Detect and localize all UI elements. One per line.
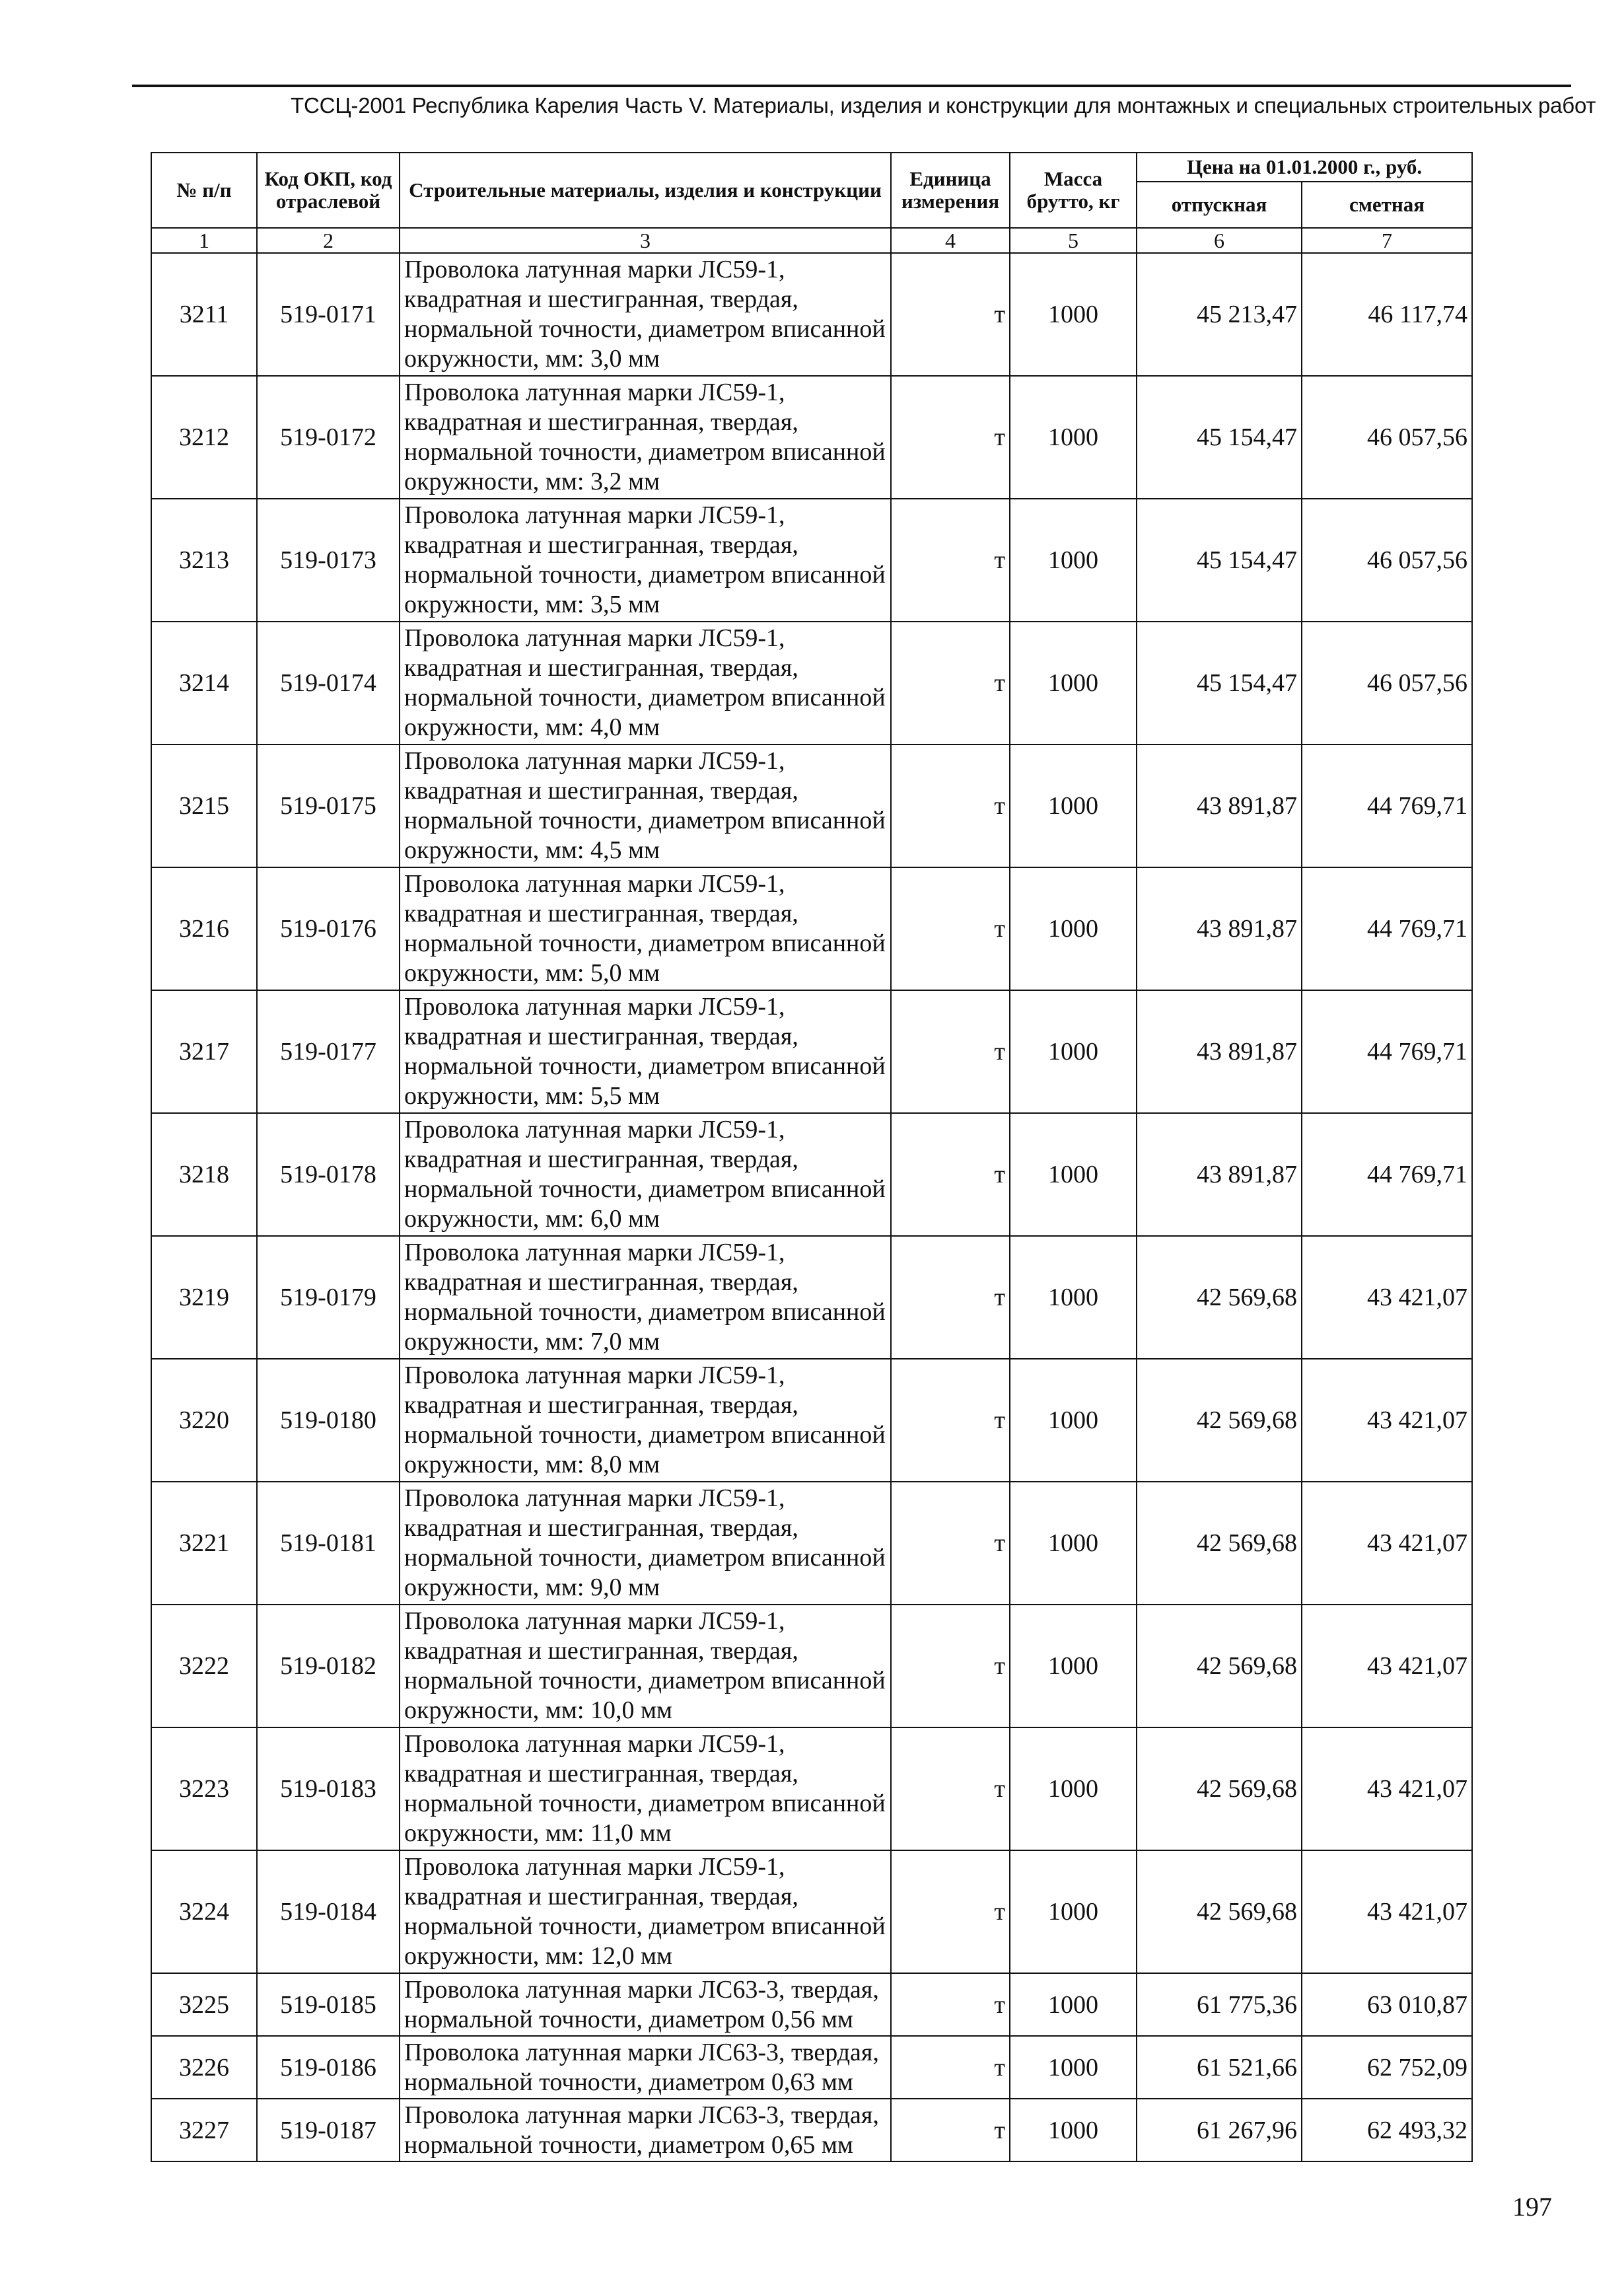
row-estimate: 46 057,56 (1302, 499, 1472, 622)
column-number: 7 (1302, 228, 1472, 253)
column-number: 5 (1010, 228, 1137, 253)
header-description: Строительные материалы, изделия и конструкции (400, 153, 891, 228)
running-title: ТССЦ-2001 Республика Карелия Часть V. Материалы, изделия и конструкции для монтажных и специальных строительных работ (291, 93, 1596, 118)
row-unit: т (891, 1850, 1010, 1973)
row-code: 519-0179 (257, 1236, 400, 1359)
row-number: 3213 (151, 499, 257, 622)
row-mass: 1000 (1010, 1236, 1137, 1359)
row-number: 3215 (151, 744, 257, 867)
row-price: 61 775,36 (1137, 1973, 1302, 2036)
row-number: 3217 (151, 990, 257, 1113)
row-price: 43 891,87 (1137, 990, 1302, 1113)
row-estimate: 62 493,32 (1302, 2099, 1472, 2161)
row-price: 43 891,87 (1137, 1113, 1302, 1236)
row-unit: т (891, 1359, 1010, 1482)
table-row (151, 499, 1472, 622)
row-unit: т (891, 1605, 1010, 1727)
row-unit: т (891, 2036, 1010, 2099)
row-unit: т (891, 2099, 1010, 2161)
row-code: 519-0172 (257, 376, 400, 499)
row-description: Проволока латунная марки ЛС59-1, квадратная и шестигранная, твердая, нормальной точности, диаметром вписанной окружности, мм: 12,0 мм (400, 1850, 891, 1973)
row-price: 42 569,68 (1137, 1236, 1302, 1359)
row-number: 3212 (151, 376, 257, 499)
row-mass: 1000 (1010, 867, 1137, 990)
row-number: 3227 (151, 2099, 257, 2161)
row-mass: 1000 (1010, 499, 1137, 622)
column-number: 4 (891, 228, 1010, 253)
row-price: 42 569,68 (1137, 1850, 1302, 1973)
row-unit: т (891, 867, 1010, 990)
row-number: 3223 (151, 1727, 257, 1850)
row-code: 519-0181 (257, 1482, 400, 1605)
row-price: 45 154,47 (1137, 622, 1302, 744)
table-row (151, 2099, 1472, 2161)
row-mass: 1000 (1010, 1359, 1137, 1482)
row-description: Проволока латунная марки ЛС63-3, твердая, нормальной точности, диаметром 0,65 мм (400, 2099, 891, 2161)
header-estimate: сметная (1302, 182, 1472, 228)
row-number: 3219 (151, 1236, 257, 1359)
row-code: 519-0184 (257, 1850, 400, 1973)
header-mass: Масса брутто, кг (1010, 153, 1137, 228)
column-number: 6 (1137, 228, 1302, 253)
row-mass: 1000 (1010, 253, 1137, 376)
table-row (151, 867, 1472, 990)
row-unit: т (891, 253, 1010, 376)
row-code: 519-0173 (257, 499, 400, 622)
row-unit: т (891, 990, 1010, 1113)
table-row (151, 1236, 1472, 1359)
table-row (151, 1973, 1472, 2036)
row-estimate: 43 421,07 (1302, 1850, 1472, 1973)
row-mass: 1000 (1010, 1727, 1137, 1850)
row-unit: т (891, 622, 1010, 744)
row-unit: т (891, 1973, 1010, 2036)
row-code: 519-0180 (257, 1359, 400, 1482)
row-mass: 1000 (1010, 622, 1137, 744)
table-row (151, 253, 1472, 376)
row-price: 61 267,96 (1137, 2099, 1302, 2161)
row-number: 3214 (151, 622, 257, 744)
row-price: 45 154,47 (1137, 376, 1302, 499)
header-price: отпускная (1137, 182, 1302, 228)
row-mass: 1000 (1010, 2036, 1137, 2099)
page-number: 197 (1512, 2192, 1552, 2222)
row-estimate: 44 769,71 (1302, 744, 1472, 867)
row-number: 3225 (151, 1973, 257, 2036)
row-mass: 1000 (1010, 2099, 1137, 2161)
row-code: 519-0186 (257, 2036, 400, 2099)
row-estimate: 63 010,87 (1302, 1973, 1472, 2036)
column-number: 3 (400, 228, 891, 253)
header-unit: Единица измерения (891, 153, 1010, 228)
row-price: 61 521,66 (1137, 2036, 1302, 2099)
row-mass: 1000 (1010, 1850, 1137, 1973)
row-price: 42 569,68 (1137, 1359, 1302, 1482)
row-number: 3216 (151, 867, 257, 990)
row-mass: 1000 (1010, 376, 1137, 499)
row-price: 42 569,68 (1137, 1482, 1302, 1605)
row-description: Проволока латунная марки ЛС59-1, квадратная и шестигранная, твердая, нормальной точности, диаметром вписанной окружности, мм: 10,0 мм (400, 1605, 891, 1727)
row-description: Проволока латунная марки ЛС63-3, твердая, нормальной точности, диаметром 0,56 мм (400, 1973, 891, 2036)
table-header (151, 153, 1472, 253)
row-estimate: 43 421,07 (1302, 1727, 1472, 1850)
header-code: Код ОКП, код отраслевой (257, 153, 400, 228)
row-description: Проволока латунная марки ЛС59-1, квадратная и шестигранная, твердая, нормальной точности, диаметром вписанной окружности, мм: 4,0 мм (400, 622, 891, 744)
row-unit: т (891, 1113, 1010, 1236)
row-price: 42 569,68 (1137, 1605, 1302, 1727)
row-mass: 1000 (1010, 744, 1137, 867)
table-row (151, 1359, 1472, 1482)
row-estimate: 46 117,74 (1302, 253, 1472, 376)
table-row (151, 622, 1472, 744)
row-unit: т (891, 376, 1010, 499)
row-unit: т (891, 744, 1010, 867)
row-estimate: 43 421,07 (1302, 1605, 1472, 1727)
row-description: Проволока латунная марки ЛС59-1, квадратная и шестигранная, твердая, нормальной точности, диаметром вписанной окружности, мм: 6,0 мм (400, 1113, 891, 1236)
row-mass: 1000 (1010, 990, 1137, 1113)
row-description: Проволока латунная марки ЛС59-1, квадратная и шестигранная, твердая, нормальной точности, диаметром вписанной окружности, мм: 7,0 мм (400, 1236, 891, 1359)
row-price: 45 154,47 (1137, 499, 1302, 622)
table-body (151, 253, 1472, 2161)
row-code: 519-0177 (257, 990, 400, 1113)
row-code: 519-0176 (257, 867, 400, 990)
column-numbers-row (151, 228, 1472, 253)
table-row (151, 990, 1472, 1113)
row-description: Проволока латунная марки ЛС59-1, квадратная и шестигранная, твердая, нормальной точности, диаметром вписанной окружности, мм: 8,0 мм (400, 1359, 891, 1482)
row-estimate: 43 421,07 (1302, 1482, 1472, 1605)
row-unit: т (891, 1482, 1010, 1605)
row-unit: т (891, 1727, 1010, 1850)
row-estimate: 43 421,07 (1302, 1359, 1472, 1482)
table-row (151, 1727, 1472, 1850)
row-description: Проволока латунная марки ЛС59-1, квадратная и шестигранная, твердая, нормальной точности, диаметром вписанной окружности, мм: 4,5 мм (400, 744, 891, 867)
row-description: Проволока латунная марки ЛС59-1, квадратная и шестигранная, твердая, нормальной точности, диаметром вписанной окружности, мм: 5,0 мм (400, 867, 891, 990)
row-mass: 1000 (1010, 1113, 1137, 1236)
row-number: 3221 (151, 1482, 257, 1605)
row-price: 45 213,47 (1137, 253, 1302, 376)
table-row (151, 1482, 1472, 1605)
row-mass: 1000 (1010, 1482, 1137, 1605)
row-mass: 1000 (1010, 1605, 1137, 1727)
row-description: Проволока латунная марки ЛС63-3, твердая, нормальной точности, диаметром 0,63 мм (400, 2036, 891, 2099)
row-estimate: 44 769,71 (1302, 867, 1472, 990)
header-rule (132, 85, 1571, 87)
row-code: 519-0185 (257, 1973, 400, 2036)
column-number: 1 (151, 228, 257, 253)
row-description: Проволока латунная марки ЛС59-1, квадратная и шестигранная, твердая, нормальной точности, диаметром вписанной окружности, мм: 3,0 мм (400, 253, 891, 376)
row-number: 3220 (151, 1359, 257, 1482)
row-description: Проволока латунная марки ЛС59-1, квадратная и шестигранная, твердая, нормальной точности, диаметром вписанной окружности, мм: 5,5 мм (400, 990, 891, 1113)
row-code: 519-0175 (257, 744, 400, 867)
row-code: 519-0182 (257, 1605, 400, 1727)
row-description: Проволока латунная марки ЛС59-1, квадратная и шестигранная, твердая, нормальной точности, диаметром вписанной окружности, мм: 3,2 мм (400, 376, 891, 499)
price-table (151, 152, 1473, 2162)
row-description: Проволока латунная марки ЛС59-1, квадратная и шестигранная, твердая, нормальной точности, диаметром вписанной окружности, мм: 11,0 мм (400, 1727, 891, 1850)
table-row (151, 376, 1472, 499)
column-number: 2 (257, 228, 400, 253)
row-estimate: 46 057,56 (1302, 376, 1472, 499)
row-number: 3222 (151, 1605, 257, 1727)
row-unit: т (891, 1236, 1010, 1359)
table-row (151, 1113, 1472, 1236)
row-number: 3211 (151, 253, 257, 376)
row-price: 42 569,68 (1137, 1727, 1302, 1850)
row-code: 519-0187 (257, 2099, 400, 2161)
row-code: 519-0174 (257, 622, 400, 744)
row-unit: т (891, 499, 1010, 622)
row-mass: 1000 (1010, 1973, 1137, 2036)
row-estimate: 43 421,07 (1302, 1236, 1472, 1359)
row-estimate: 44 769,71 (1302, 1113, 1472, 1236)
header-price-group: Цена на 01.01.2000 г., руб. (1137, 153, 1472, 182)
row-code: 519-0171 (257, 253, 400, 376)
row-description: Проволока латунная марки ЛС59-1, квадратная и шестигранная, твердая, нормальной точности, диаметром вписанной окружности, мм: 9,0 мм (400, 1482, 891, 1605)
row-estimate: 62 752,09 (1302, 2036, 1472, 2099)
table-row (151, 2036, 1472, 2099)
table-row (151, 1605, 1472, 1727)
table-row (151, 744, 1472, 867)
row-estimate: 46 057,56 (1302, 622, 1472, 744)
row-code: 519-0183 (257, 1727, 400, 1850)
row-description: Проволока латунная марки ЛС59-1, квадратная и шестигранная, твердая, нормальной точности, диаметром вписанной окружности, мм: 3,5 мм (400, 499, 891, 622)
table-row (151, 1850, 1472, 1973)
row-estimate: 44 769,71 (1302, 990, 1472, 1113)
row-price: 43 891,87 (1137, 744, 1302, 867)
row-code: 519-0178 (257, 1113, 400, 1236)
row-price: 43 891,87 (1137, 867, 1302, 990)
row-number: 3226 (151, 2036, 257, 2099)
row-number: 3224 (151, 1850, 257, 1973)
row-number: 3218 (151, 1113, 257, 1236)
header-num: № п/п (151, 153, 257, 228)
